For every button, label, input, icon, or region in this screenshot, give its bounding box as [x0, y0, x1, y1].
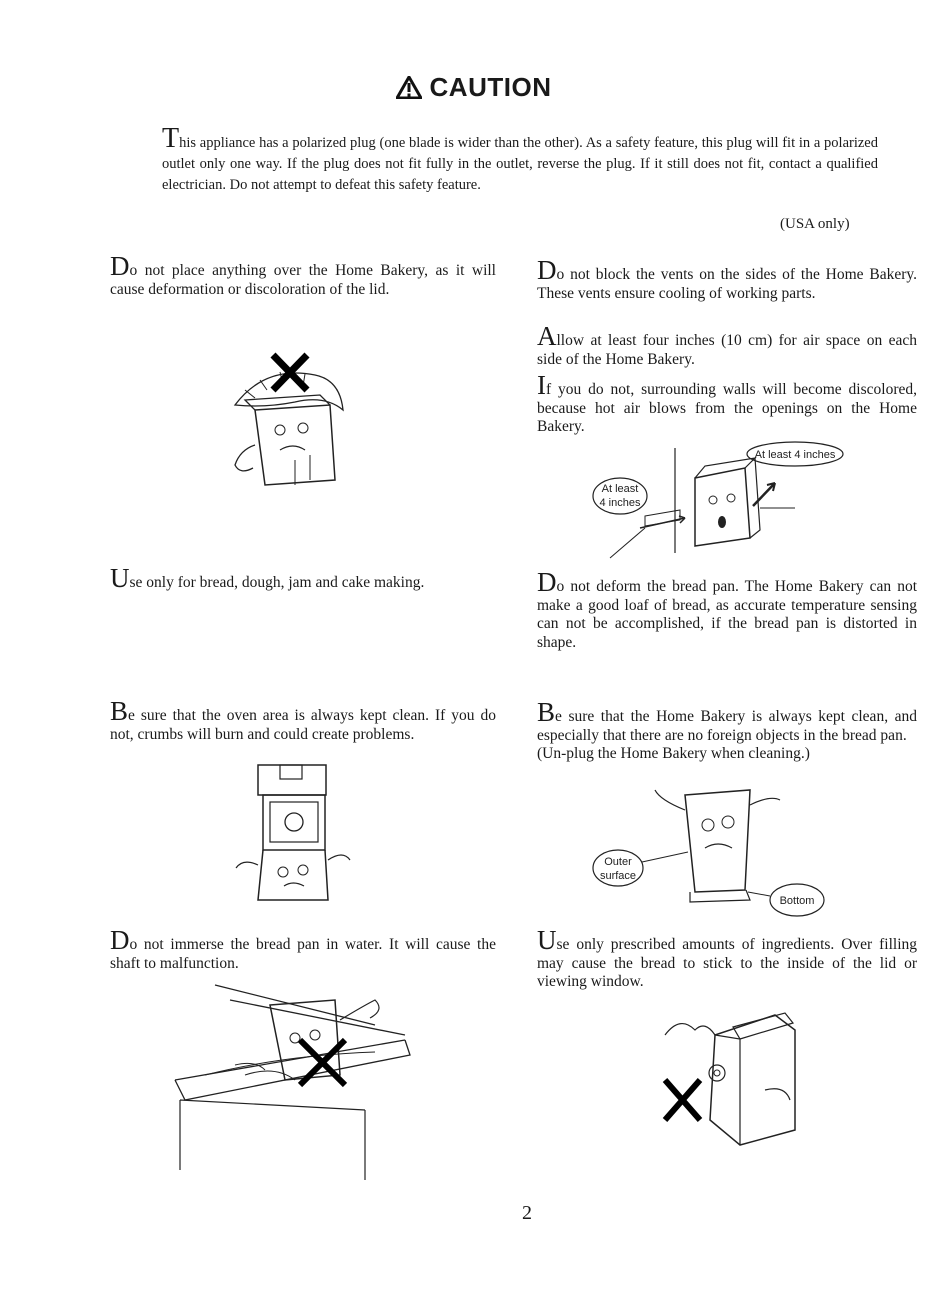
- caution-text: o not immerse the bread pan in water. It will cause the shaft to malfunction.: [110, 936, 496, 972]
- caution-wall-discolor: [537, 370, 917, 437]
- caution-vents: [537, 255, 917, 303]
- illustration-open-oven: [228, 760, 358, 920]
- caution-text: se only for bread, dough, jam and cake making.: [129, 574, 425, 591]
- drop-cap: D: [537, 567, 557, 597]
- caution-title: CAUTION: [429, 72, 552, 102]
- caution-intended-use: [110, 563, 496, 593]
- outer-surface-label-2: surface: [599, 870, 637, 882]
- drop-cap: A: [537, 321, 557, 351]
- drop-cap: D: [537, 255, 557, 285]
- caution-text: o not place anything over the Home Bakery, as it will cause deformation or discoloration of the lid.: [110, 262, 496, 298]
- drop-cap: U: [110, 563, 130, 593]
- caution-air-space: [537, 321, 917, 369]
- drop-cap: D: [110, 251, 130, 281]
- illustration-pan-in-sink: [175, 980, 425, 1190]
- illustration-clearance: [585, 438, 855, 573]
- caution-text: se only prescribed amounts of ingredients. Over filling may cause the bread to stick to the inside of the lid or viewing window.: [537, 936, 917, 990]
- caution-lid-placement: [110, 251, 496, 299]
- page-number: 2: [522, 1202, 532, 1224]
- illustration-object-on-lid: [225, 350, 355, 505]
- clearance-side-label-1: At least: [601, 483, 639, 495]
- bottom-label: Bottom: [779, 895, 815, 907]
- caution-oven-clean: [110, 696, 496, 744]
- drop-cap: T: [162, 123, 180, 154]
- illustration-pan-cleaning: [590, 780, 835, 925]
- caution-keep-clean: [537, 697, 917, 764]
- caution-text: o not deform the bread pan. The Home Bakery can not make a good loaf of bread, as accurate temperature sensing can not be accomplished, if the bread pan is distorted in shape.: [537, 578, 917, 651]
- drop-cap: I: [537, 370, 546, 400]
- polarized-plug-notice: [162, 123, 878, 196]
- caution-deform-pan: [537, 567, 917, 652]
- clearance-side-label-2: 4 inches: [599, 497, 641, 509]
- drop-cap: B: [537, 697, 556, 727]
- drop-cap: B: [110, 696, 129, 726]
- caution-text: e sure that the Home Bakery is always kept clean, and especially that there are no foreign objects in the bread pan.: [537, 708, 917, 744]
- caution-text: e sure that the oven area is always kept clean. If you do not, crumbs will burn and could create problems.: [110, 707, 496, 743]
- clearance-top-label: At least 4 inches: [754, 449, 836, 461]
- drop-cap: D: [110, 925, 130, 955]
- caution-heading: [0, 72, 947, 103]
- caution-no-immersion: [110, 925, 496, 973]
- illustration-overfill: [645, 1005, 805, 1155]
- caution-text: f you do not, surrounding walls will become discolored, because hot air blows from the openings on the Home Bakery.: [537, 381, 917, 435]
- unplug-note: (Un-plug the Home Bakery when cleaning.): [537, 745, 810, 762]
- warning-triangle-icon: [396, 76, 422, 99]
- caution-ingredient-amounts: [537, 925, 917, 992]
- caution-text: llow at least four inches (10 cm) for air space on each side of the Home Bakery.: [537, 332, 917, 368]
- caution-text: o not block the vents on the sides of the Home Bakery. These vents ensure cooling of working parts.: [537, 266, 917, 302]
- region-note: (USA only): [780, 216, 850, 232]
- drop-cap: U: [537, 925, 557, 955]
- polarized-plug-text: his appliance has a polarized plug (one blade is wider than the other). As a safety feature, this plug will fit in a polarized outlet only one way. If the plug does not fit fully in the outlet, reverse the plug. If it still does not fit, contact a qualified electrician. Do not attempt to defeat this safety feature.: [162, 135, 878, 193]
- outer-surface-label-1: Outer: [604, 856, 632, 868]
